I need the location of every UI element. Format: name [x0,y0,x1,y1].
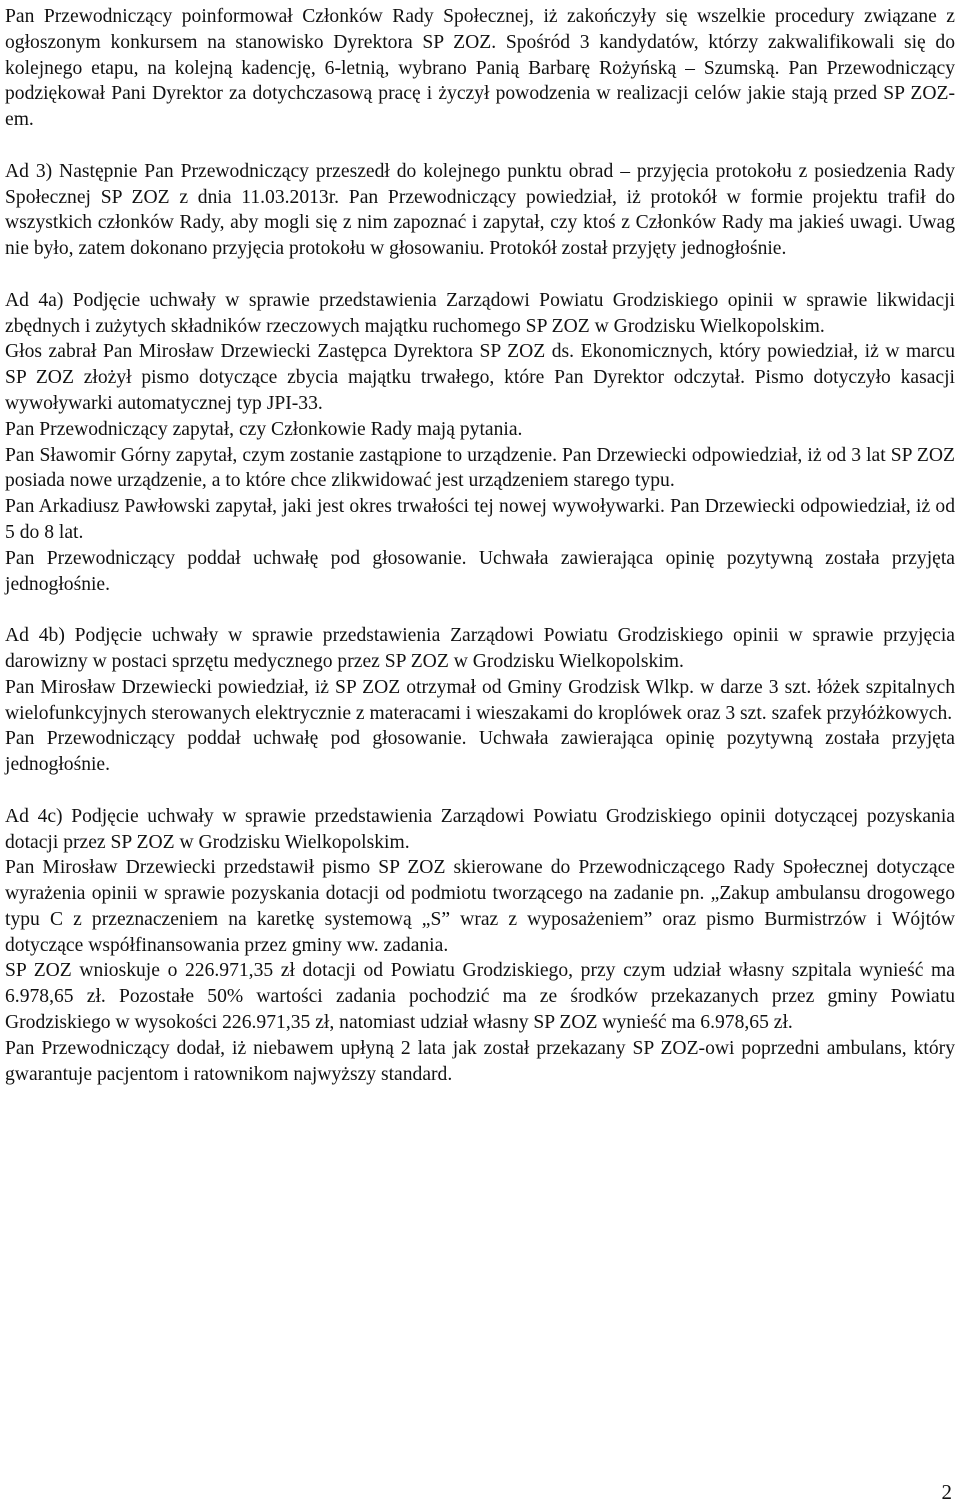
paragraph: Ad 3) Następnie Pan Przewodniczący przeszedł do kolejnego punktu obrad – przyjęcia protokołu z posiedzenia Rady Społecznej SP ZOZ z dnia 11.03.2013r. Pan Przewodniczący powiedział, iż protokół w formie projektu trafił do wszystkich członków Rady, aby mogli się z nim zapoznać i zapytał, czy ktoś z Członków Rady ma jakieś uwagi. Uwag nie było, zatem dokonano przyjęcia protokołu w głosowaniu. Protokół został przyjęty jednogłośnie. [5,160,955,260]
paragraph: Pan Mirosław Drzewiecki powiedział, iż SP ZOZ otrzymał od Gminy Grodzisk Wlkp. w darze 3 szt. łóżek szpitalnych wielofunkcyjnych sterowanych elektrycznie z materacami i wieszakami do kroplówek oraz 3 szt. szafek przyłóżkowych. [5,676,955,724]
paragraph-gap [5,133,955,159]
paragraph: Pan Przewodniczący poddał uchwałę pod głosowanie. Uchwała zawierająca opinię pozytywną została przyjęta jednogłośnie. [5,547,955,595]
paragraph: SP ZOZ wnioskuje o 226.971,35 zł dotacji od Powiatu Grodziskiego, przy czym udział własny szpitala wynieść ma 6.978,65 zł. Pozostałe 50% wartości zadania pochodzić ma ze środków przekazanych przez gminy Powiatu Grodziskiego w wysokości 226.971,35 zł, natomiast udział własny SP ZOZ wynieść ma 6.978,65 zł. [5,960,955,1034]
paragraph: Pan Przewodniczący poinformował Członków Rady Społecznej, iż zakończyły się wszelkie procedury związane z ogłoszonym konkursem na stanowisko Dyrektora SP ZOZ. Spośród 3 kandydatów, którzy zakwalifikowali się do kolejnego etapu, na kolejną kadencję, 6-letnią, wybrano Panią Barbarę Rożyńską – Szumską. Pan Przewodniczący podziękował Pani Dyrektor za dotychczasową pracę i życzył powodzenia w realizacji celów jakie stają przed SP ZOZ-em. [5,6,955,131]
page-number: 2 [941,1480,952,1505]
paragraph: Pan Przewodniczący dodał, iż niebawem upłyną 2 lata jak został przekazany SP ZOZ-owi poprzedni ambulans, który gwarantuje pacjentom i ratownikom najwyższy standard. [5,1037,955,1085]
paragraph: Pan Mirosław Drzewiecki przedstawił pismo SP ZOZ skierowane do Przewodniczącego Rady Społecznej dotyczące wyrażenia opinii w sprawie pozyskania dotacji od podmiotu tworzącego na zadanie pn. „Zakup ambulansu drogowego typu C z przeznaczeniem na karetkę systemową „S” wraz z wyposażeniem” oraz pismo Burmistrzów i Wójtów dotyczące współfinansowania przez gminy ww. zadania. [5,857,955,956]
paragraph-gap [5,597,955,623]
paragraph: Pan Arkadiusz Pawłowski zapytał, jaki jest okres trwałości tej nowej wywoływarki. Pan Drzewiecki odpowiedział, iż od 5 do 8 lat. [5,496,955,543]
paragraph: Ad 4a) Podjęcie uchwały w sprawie przedstawienia Zarządowi Powiatu Grodziskiego opinii w sprawie likwidacji zbędnych i zużytych składników rzeczowych majątku ruchomego SP ZOZ w Grodzisku Wielkopolskim. [5,289,955,337]
paragraph: Ad 4c) Podjęcie uchwały w sprawie przedstawienia Zarządowi Powiatu Grodziskiego opinii dotyczącej pozyskania dotacji przez SP ZOZ w Grodzisku Wielkopolskim. [5,805,955,853]
paragraph-gap [5,262,955,288]
paragraph-gap [5,778,955,804]
paragraph: Głos zabrał Pan Mirosław Drzewiecki Zastępca Dyrektora SP ZOZ ds. Ekonomicznych, który powiedział, iż w marcu SP ZOZ złożył pismo dotyczące zbycia majątku trwałego, które Pan Dyrektor odczytał. Pismo dotyczyło kasacji wywoływarki automatycznej typ JPI-33. [5,341,955,414]
paragraph: Pan Przewodniczący zapytał, czy Członkowie Rady mają pytania. [5,418,523,440]
paragraph: Ad 4b) Podjęcie uchwały w sprawie przedstawienia Zarządowi Powiatu Grodziskiego opinii w sprawie przyjęcia darowizny w postaci sprzętu medycznego przez SP ZOZ w Grodzisku Wielkopolskim. [5,625,955,672]
document-body [5,4,955,1087]
paragraph: Pan Sławomir Górny zapytał, czym zostanie zastąpione to urządzenie. Pan Drzewiecki odpowiedział, iż od 3 lat SP ZOZ posiada nowe urządzenie, a to które chce zlikwidować jest urządzeniem starego typu. [5,444,955,492]
paragraph: Pan Przewodniczący poddał uchwałę pod głosowanie. Uchwała zawierająca opinię pozytywną została przyjęta jednogłośnie. [5,728,955,776]
